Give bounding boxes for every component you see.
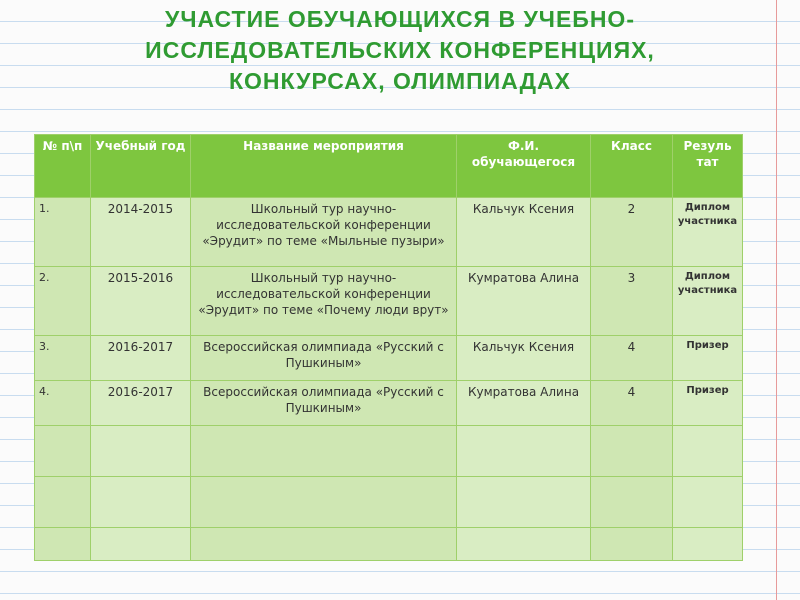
title-line-1: УЧАСТИЕ ОБУЧАЮЩИХСЯ В УЧЕБНО- (165, 6, 635, 32)
header-result: Резуль тат (673, 135, 743, 198)
empty-cell (91, 528, 191, 561)
cell-result: Диплом участника (673, 267, 743, 336)
cell-school-year: 2015-2016 (91, 267, 191, 336)
empty-cell (457, 528, 591, 561)
empty-cell (35, 426, 91, 477)
table-header-row (35, 135, 743, 198)
empty-cell (457, 426, 591, 477)
header-grade: Класс (591, 135, 673, 198)
table-row-empty (35, 477, 743, 528)
table-row (35, 198, 743, 267)
empty-cell (191, 477, 457, 528)
empty-cell (457, 477, 591, 528)
empty-cell (673, 426, 743, 477)
table-row (35, 336, 743, 381)
cell-grade: 4 (591, 336, 673, 381)
empty-cell (673, 528, 743, 561)
cell-event-name: Всероссийская олимпиада «Русский с Пушкиным» (191, 336, 457, 381)
cell-student-name: Кумратова Алина (457, 381, 591, 426)
cell-school-year: 2016-2017 (91, 336, 191, 381)
cell-grade: 3 (591, 267, 673, 336)
cell-event-name: Школьный тур научно-исследовательской конференции «Эрудит» по теме «Мыльные пузыри» (191, 198, 457, 267)
cell-event-name: Школьный тур научно-исследовательской конференции «Эрудит» по теме «Почему люди врут» (191, 267, 457, 336)
cell-result: Диплом участника (673, 198, 743, 267)
cell-student-name: Кальчук Ксения (457, 198, 591, 267)
empty-cell (91, 426, 191, 477)
cell-event-name: Всероссийская олимпиада «Русский с Пушкиным» (191, 381, 457, 426)
title-line-2: ИССЛЕДОВАТЕЛЬСКИХ КОНФЕРЕНЦИЯХ, (145, 37, 655, 63)
cell-school-year: 2014-2015 (91, 198, 191, 267)
cell-school-year: 2016-2017 (91, 381, 191, 426)
table-row-empty (35, 426, 743, 477)
empty-cell (35, 528, 91, 561)
participation-table (34, 134, 743, 561)
cell-number: 4. (35, 381, 91, 426)
notebook-margin-line (776, 0, 777, 600)
cell-number: 1. (35, 198, 91, 267)
header-student-name: Ф.И. обучающегося (457, 135, 591, 198)
cell-number: 3. (35, 336, 91, 381)
empty-cell (591, 426, 673, 477)
empty-cell (673, 477, 743, 528)
empty-cell (91, 477, 191, 528)
empty-cell (591, 477, 673, 528)
empty-cell (591, 528, 673, 561)
page-title (80, 4, 720, 97)
empty-cell (35, 477, 91, 528)
header-number: № п\п (35, 135, 91, 198)
cell-student-name: Кальчук Ксения (457, 336, 591, 381)
table-row (35, 267, 743, 336)
cell-grade: 4 (591, 381, 673, 426)
cell-result: Призер (673, 336, 743, 381)
cell-student-name: Кумратова Алина (457, 267, 591, 336)
cell-result: Призер (673, 381, 743, 426)
cell-number: 2. (35, 267, 91, 336)
table-row-empty (35, 528, 743, 561)
cell-grade: 2 (591, 198, 673, 267)
empty-cell (191, 528, 457, 561)
empty-cell (191, 426, 457, 477)
header-school-year: Учебный год (91, 135, 191, 198)
table-row (35, 381, 743, 426)
header-event-name: Название мероприятия (191, 135, 457, 198)
title-line-3: КОНКУРСАХ, ОЛИМПИАДАХ (228, 68, 571, 94)
